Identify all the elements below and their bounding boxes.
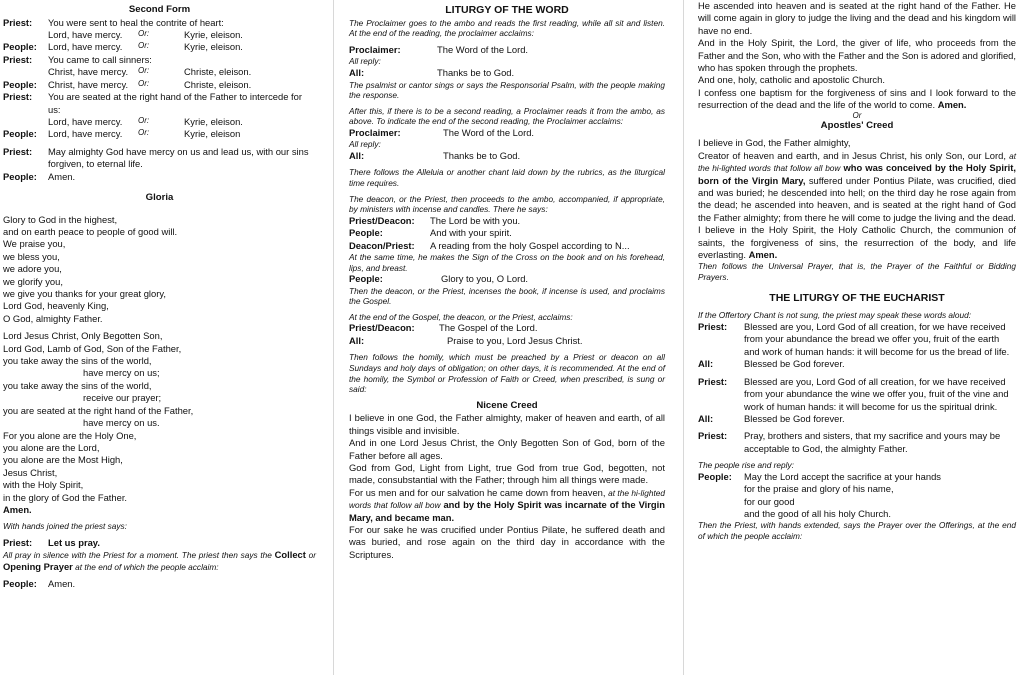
creed-paragraph: And in one Lord Jesus Christ, the Only Begotten Son of God, born of the Father before all ages. [349,437,665,461]
or-label: Or: [138,78,150,88]
proclaimer-text: The Word of the Lord. [443,126,535,138]
fold-line-left [333,0,334,675]
column-penitential-gloria [3,4,316,591]
people-line [3,41,316,53]
speaker-label: All: [349,67,365,79]
or-label: Or: [138,29,150,39]
rubric: At the end of the Gospel, the deacon, or the Priest, acclaims: [349,311,573,322]
creed-paragraph: He ascended into heaven and is seated at the right hand of the Father. He will come again in glory to judge the living and the dead and his kingdom will have no end. [698,0,1016,36]
creed-paragraph: I believe in God, the Father almighty, [698,137,851,149]
creed-amen: Amen. [748,248,778,260]
rubric: Then follows the Universal Prayer, that is, the Prayer of the Faithful or Bidding Prayers. [698,261,1016,282]
proclaimer-line [349,127,665,139]
speaker-label: Proclaimer: [349,126,401,138]
people-line [3,128,316,140]
priest-line [698,376,1016,413]
greek-form: Kyrie, eleison. [184,29,243,41]
creed-paragraph: And one, holy, catholic and apostolic Church. [698,74,885,86]
english-form: Christ, have mercy. [48,66,129,78]
all-line [349,335,665,347]
response-line: and the good of all his holy Church. [744,507,891,519]
english-form: Lord, have mercy. [48,29,123,41]
all-text: Praise to you, Lord Jesus Christ. [447,334,583,346]
rubric: All reply: [349,139,381,150]
liturgy-of-word-heading: LITURGY OF THE WORD [445,4,569,16]
priest-line [3,54,316,66]
rubric-text: All pray in silence with the Priest for a moment. The priest then says the [3,550,272,561]
speaker-label: Priest: [3,145,33,157]
creed-paragraph: I believe in one God, the Father almighty, maker of heaven and earth, of all things visible and invisible. [349,412,665,436]
speaker-label: Deacon/Priest: [349,239,415,251]
priest-deacon-text: The Lord be with you. [430,214,521,226]
creed-paragraph [698,150,1016,224]
people-response [744,471,1016,521]
all-text: Blessed be God forever. [744,412,845,424]
creed-text: suffered under Pontius Pilate, was crucified, died and was buried; he descended into hell; on the third day he rose again from the dead; he ascended into heaven, and is seated at the right hand of God the Father almighty; from there he will come to judge the living and the dead. [698,174,1017,223]
all-text: Thanks be to God. [443,149,521,161]
speaker-label: Priest: [698,375,728,387]
english-form: Christ, have mercy. [48,78,129,90]
people-line [698,471,1016,521]
or-label: Or [852,110,862,120]
gloria-line: with the Holy Spirit, [3,479,84,491]
gloria-line: you take away the sins of the world, [3,355,152,367]
speaker-label: All: [698,358,714,370]
priest-text: Pray, brothers and sisters, that my sacrifice and yours may be acceptable to God, the almighty Father. [744,430,1001,454]
fold-line-right [683,0,684,675]
gloria-line: have mercy on us; [83,367,160,379]
speaker-label: Priest: [3,536,33,548]
or-label: Or: [138,115,150,125]
gloria-line: Lord God, heavenly King, [3,300,109,312]
gloria-line: we bless you, [3,250,60,262]
bow-rubric: at the hi-lighted words that follow all bow [698,150,1016,174]
gloria-line: Jesus Christ, [3,466,58,478]
speaker-label: Priest: [3,91,33,103]
gloria-line: For you alone are the Holy One, [3,429,137,441]
rubric: Then the deacon, or the Priest, incenses the book, if incense is used, and proclaims the Gospel. [349,285,665,307]
gloria-text [3,214,316,517]
gloria-heading: Gloria [145,191,174,203]
or-label: Or: [138,66,150,76]
speaker-label: People: [349,273,383,285]
liturgy-of-eucharist-heading: THE LITURGY OF THE EUCHARIST [769,291,945,304]
speaker-label: Priest/Deacon: [349,322,415,334]
gloria-line: you are seated at the right hand of the Father, [3,404,194,416]
speaker-label: People: [3,78,37,90]
opening-prayer-label: Opening Prayer [3,561,73,573]
proclaimer-text: The Word of the Lord. [437,44,529,56]
collect-rubric-2 [3,549,316,573]
gloria-line: Lord God, Lamb of God, Son of the Father, [3,342,182,354]
speaker-label: People: [3,41,37,53]
column-liturgy-of-the-word [349,4,665,561]
bow-rubric: at the hi-lighted words that follow all bow [349,487,666,511]
nicene-creed-heading: Nicene Creed [476,399,538,411]
speaker-label: Priest: [3,53,33,65]
priest-deacon-line [349,215,665,227]
greek-form: Kyrie, eleison. [184,115,243,127]
priest-line [3,17,316,29]
english-form: Lord, have mercy. [48,115,123,127]
creed-text: I believe in the Holy Spirit, the Holy Catholic Church, the communion of saints, the forgiveness of sins, the resurrection of the body, and life everlasting. [698,224,1016,260]
gloria-line: Glory to God in the highest, [3,213,118,225]
greek-form: Christe, eleison. [184,66,252,78]
priest-deacon-text: The Gospel of the Lord. [439,322,538,334]
creed-text: Creator of heaven and earth, and in Jesus Christ, his only Son, our Lord, [698,149,1006,161]
gloria-line: in the glory of God the Father. [3,491,128,503]
english-form: Lord, have mercy. [48,128,123,140]
invocation-alternatives [3,66,316,78]
people-text: Glory to you, O Lord. [441,273,529,285]
deacon-priest-text: A reading from the holy Gospel according to N... [430,239,630,251]
people-text: Amen. [48,170,76,182]
response-line: May the Lord accept the sacrifice at your hands [744,470,941,482]
people-line [349,273,665,285]
people-line [349,227,665,239]
gloria-line: We praise you, [3,238,66,250]
priest-text: Blessed are you, Lord God of all creation, for we have received from your abundance the bread we offer you, fruit of the earth and work of human hands: it will become for us the bread of life. [744,321,1010,357]
priest-line [698,430,1016,455]
speaker-label: People: [3,170,37,182]
rubric: At the same time, he makes the Sign of the Cross on the book and on his forehead, lips, and breast. [349,252,665,273]
invocation-alternatives [3,29,316,41]
people-text: Amen. [48,578,76,590]
speaker-label: Proclaimer: [349,44,401,56]
creed-amen: Amen. [937,99,967,111]
speaker-label: Priest: [3,16,33,28]
highlighted-creed-text: who was conceived by the Holy Spirit, born of the Virgin Mary, [698,162,1016,186]
creed-paragraph [698,87,1016,112]
all-text: Blessed be God forever. [744,358,845,370]
greek-form: Kyrie, eleison. [184,41,243,53]
creed-paragraph: For our sake he was crucified under Pontius Pilate, he suffered death and was buried, and rose again on the third day in accordance with the Scriptures. [349,524,665,560]
collect-label: Collect [274,549,306,561]
gloria-line: Lord Jesus Christ, Only Begotten Son, [3,330,163,342]
speaker-label: Priest/Deacon: [349,214,415,226]
speaker-label: All: [349,149,365,161]
greek-form: Christe, eleison. [184,78,252,90]
gloria-line: receive our prayer; [83,392,162,404]
people-line [3,578,316,590]
speaker-label: People: [698,470,732,482]
creed-paragraph [698,224,1016,261]
creed-paragraph: God from God, Light from Light, true God from true God, begotten, not made, consubstantial with the Father; through him all things were made. [349,462,665,486]
gloria-line: we glorify you, [3,275,63,287]
rubric: Then follows the homily, which must be preached by a Priest or deacon on all Sundays and holy days of obligation; on other days, it is recommended. At the end of the homily, the Symbol or Profession of Faith or Creed, when prescribed, is sung or said: [349,352,665,395]
speaker-label: People: [349,227,383,239]
priest-line [698,321,1016,358]
or-label: Or: [138,41,150,51]
priest-line [3,146,316,171]
speaker-label: People: [3,128,37,140]
rubric: The Proclaimer goes to the ambo and reads the first reading, while all sit and listen. At the end of the reading, the proclaimer acclaims: [349,17,665,39]
rubric: If the Offertory Chant is not sung, the priest may speak these words aloud: [698,310,972,321]
people-text: And with your spirit. [430,227,512,239]
gloria-line: we adore you, [3,263,62,275]
all-line [349,67,665,79]
creed-text: For us men and for our salvation he came down from heaven, [349,486,606,498]
priest-line [3,537,316,549]
gloria-line: O God, almighty Father. [3,312,103,324]
people-line [3,79,316,91]
rubric: The people rise and reply: [698,460,794,471]
all-line [698,413,1016,425]
response-line: for our good [744,495,795,507]
invocation-alternatives [3,116,316,128]
speaker-label: Priest: [698,430,728,442]
gloria-line: we give you thanks for your great glory, [3,288,166,300]
people-line [3,171,316,183]
deacon-priest-line [349,240,665,252]
priest-text: You were sent to heal the contrite of heart: [48,16,224,28]
response-line: for the praise and glory of his name, [744,483,894,495]
rubric: The deacon, or the Priest, then proceeds to the ambo, accompanied, if appropriate, by ministers with incense and candles. There he says: [349,193,665,215]
rubric: There follows the Alleluia or another chant laid down by the rubrics, as the liturgical time requires. [349,167,665,188]
priest-text: May almighty God have mercy on us and lead us, with our sins forgiven, to eternal life. [48,145,309,170]
creed-text: I confess one baptism for the forgiveness of sins and I look forward to the resurrection of the dead and the life of the world to come. [698,86,1016,111]
rubric: The psalmist or cantor sings or says the Responsorial Psalm, with the people making the response. [349,79,665,101]
english-form: Lord, have mercy. [48,41,123,53]
gloria-line: you take away the sins of the world, [3,379,152,391]
gloria-line: and on earth peace to people of good will. [3,226,178,237]
priest-text: You came to call sinners: [48,53,152,65]
priest-text: You are seated at the right hand of the Father to intercede for us: [48,91,302,115]
proclaimer-line [349,44,665,56]
creed-paragraph: And in the Holy Spirit, the Lord, the giver of life, who proceeds from the Father and the Son, who with the Father and the Son is adored and glorified, who has spoken through the prophets. [698,37,1016,74]
creed-paragraph [349,487,665,524]
gloria-line: have mercy on us. [83,417,160,429]
speaker-label: All: [349,334,365,346]
priest-text: Blessed are you, Lord God of all creation, for we have received from your abundance the wine we offer you, fruit of the vine and work of human hands: it will become for us the spiritual drink. [744,375,1009,412]
collect-rubric: With hands joined the priest says: [3,521,127,532]
second-form-heading: Second Form [128,4,191,15]
speaker-label: People: [3,578,37,590]
gloria-line: you alone are the Lord, [3,441,100,453]
rubric: After this, if there is to be a second reading, a Proclaimer reads it from the ambo, as above. To indicate the end of the second reading, the Proclaimer acclaims: [349,105,665,127]
priest-deacon-line [349,322,665,334]
all-line [698,358,1016,370]
priest-text: Let us pray. [48,536,100,548]
highlighted-creed-text: and by the Holy Spirit was incarnate of the Virgin Mary, and became man. [349,499,665,523]
gloria-line: you alone are the Most High, [3,454,123,466]
rubric: All reply: [349,56,381,67]
or-label: or [308,550,316,561]
apostles-creed-heading: Apostles' Creed [820,119,894,131]
rubric: Then the Priest, with hands extended, says the Prayer over the Offerings, at the end of which the people acclaim: [698,520,1016,541]
priest-line [3,91,316,116]
all-line [349,150,665,162]
greek-form: Kyrie, eleison [184,128,241,140]
rubric-text: at the end of which the people acclaim: [75,562,219,573]
speaker-label: All: [698,412,714,424]
gloria-amen: Amen. [3,503,32,515]
all-text: Thanks be to God. [437,67,515,79]
column-creed-eucharist [698,0,1017,542]
speaker-label: Priest: [698,321,728,333]
or-label: Or: [138,128,150,138]
